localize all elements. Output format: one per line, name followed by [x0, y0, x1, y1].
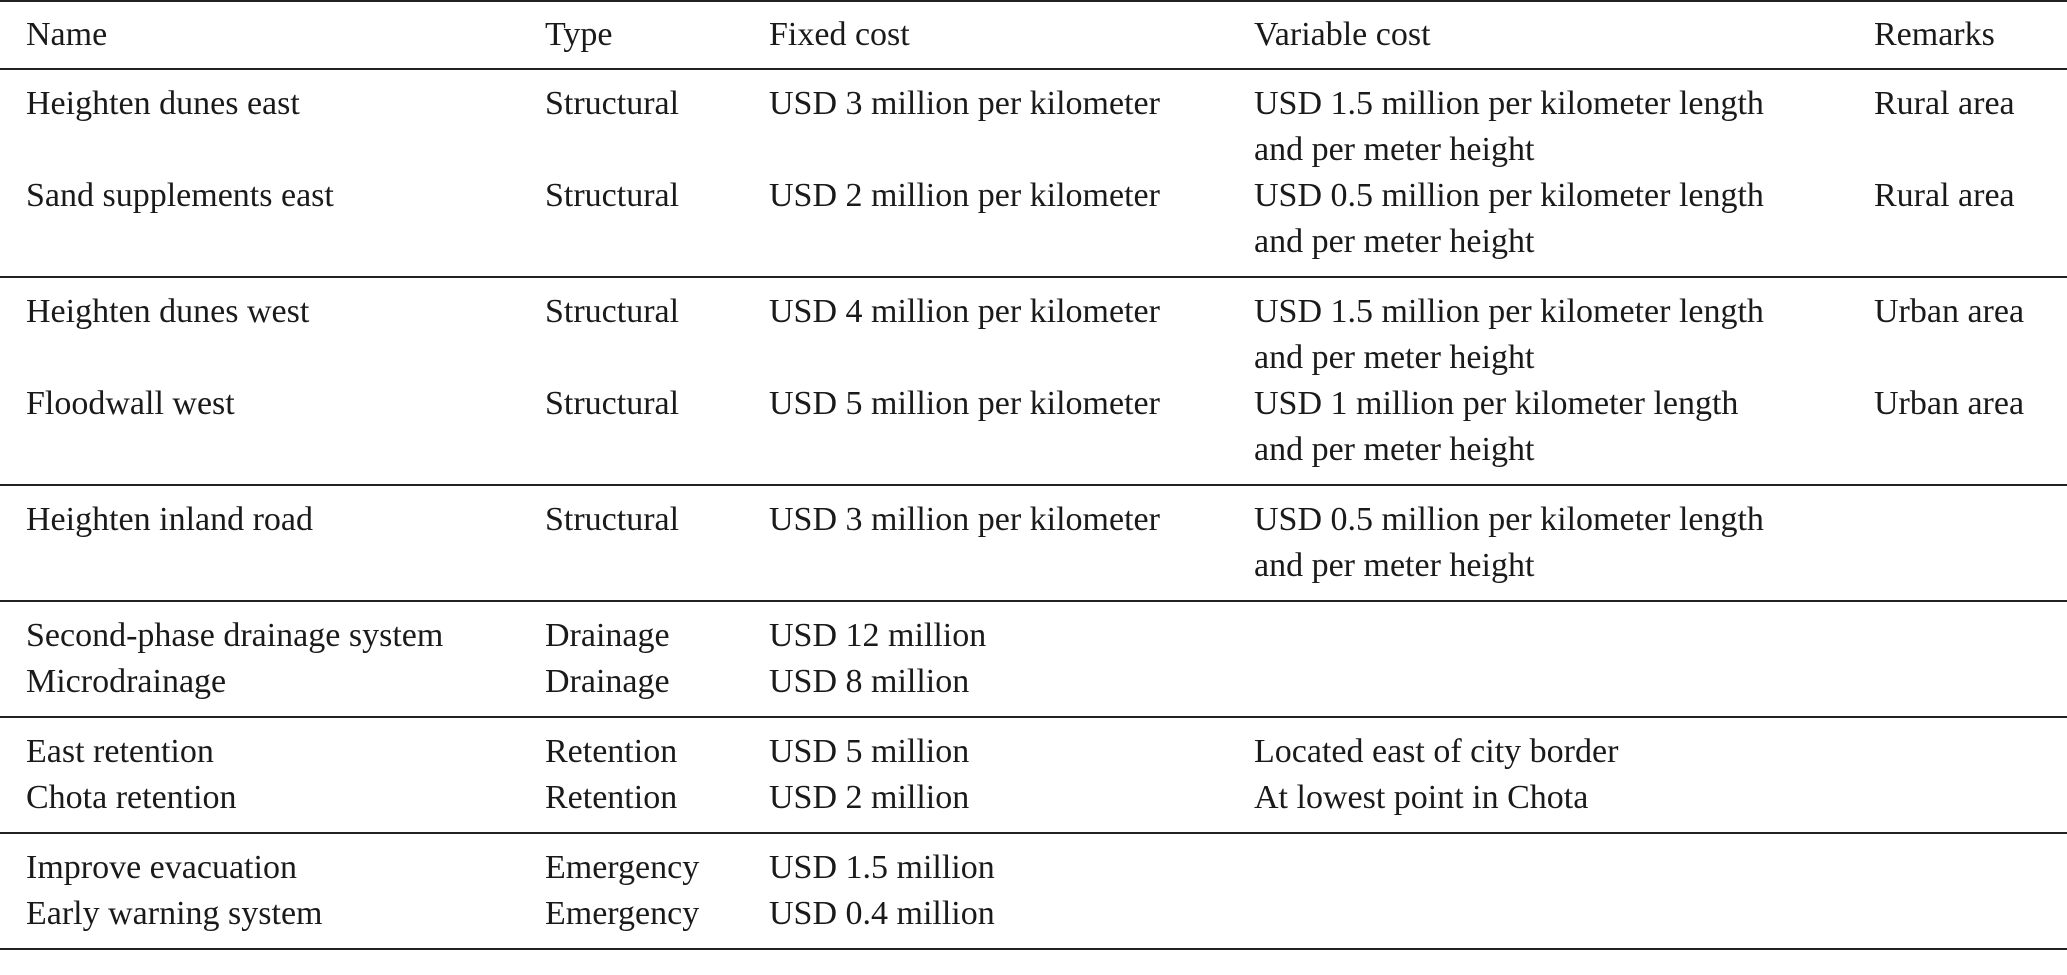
cell-remarks: Rural area [1874, 177, 2015, 214]
cell-type: Drainage [545, 663, 670, 700]
variable-cost-line: USD 0.5 million per kilometer length [1254, 177, 1764, 214]
header-name: Name [26, 16, 108, 53]
header-remarks: Remarks [1874, 16, 1995, 53]
cell-type: Structural [545, 385, 680, 422]
cell-name: Heighten dunes west [26, 293, 310, 330]
table-row [0, 69, 2067, 173]
cell-remarks [1874, 891, 2067, 949]
table-row [0, 833, 2067, 891]
header-type: Type [545, 16, 613, 53]
cell-type: Emergency [545, 895, 700, 932]
variable-cost-line: and per meter height [1254, 431, 1535, 468]
cell-fixed-cost: USD 3 million per kilometer [769, 85, 1160, 122]
table-row [0, 891, 2067, 949]
cell-name: Second-phase drainage system [26, 617, 444, 654]
cell-remarks [1874, 659, 2067, 717]
cell-variable-cost [1254, 659, 1874, 717]
cell-variable-cost [1254, 277, 1874, 381]
table-row [0, 277, 2067, 381]
cell-variable-cost [1254, 381, 1874, 485]
cell-variable-cost [1254, 173, 1874, 277]
table-row [0, 775, 2067, 833]
table-group [0, 485, 2067, 601]
cell-variable-cost [1254, 69, 1874, 173]
cell-remarks: Urban area [1874, 385, 2025, 422]
cell-name: Chota retention [26, 779, 237, 816]
cell-variable-cost [1254, 717, 1874, 775]
table-group [0, 277, 2067, 485]
table-row [0, 381, 2067, 485]
cell-remarks [1874, 601, 2067, 659]
cell-type: Drainage [545, 617, 670, 654]
table-row [0, 659, 2067, 717]
cell-variable-cost [1254, 833, 1874, 891]
cell-variable-cost [1254, 775, 1874, 833]
header-variable-cost: Variable cost [1254, 16, 1431, 53]
cell-fixed-cost: USD 4 million per kilometer [769, 293, 1160, 330]
cell-type: Structural [545, 501, 680, 538]
cell-name: Microdrainage [26, 663, 227, 700]
variable-cost-line: and per meter height [1254, 547, 1535, 584]
cell-remarks [1874, 775, 2067, 833]
table-group [0, 601, 2067, 717]
cell-type: Retention [545, 733, 678, 770]
cell-fixed-cost: USD 5 million per kilometer [769, 385, 1160, 422]
cell-variable-cost [1254, 891, 1874, 949]
table-row [0, 601, 2067, 659]
table-group [0, 833, 2067, 949]
cell-remarks: Urban area [1874, 293, 2025, 330]
table-row [0, 485, 2067, 601]
table-row [0, 173, 2067, 277]
table-group [0, 69, 2067, 277]
cell-variable-cost [1254, 485, 1874, 601]
cell-fixed-cost: USD 12 million [769, 617, 987, 654]
cell-fixed-cost: USD 5 million [769, 733, 970, 770]
variable-cost-line: and per meter height [1254, 339, 1535, 376]
variable-cost-line: USD 1.5 million per kilometer length [1254, 293, 1764, 330]
variable-cost-line: and per meter height [1254, 223, 1535, 260]
header-fixed-cost: Fixed cost [769, 16, 910, 53]
cell-variable-cost [1254, 601, 1874, 659]
cell-name: Heighten dunes east [26, 85, 300, 122]
variable-cost-line: USD 1.5 million per kilometer length [1254, 85, 1764, 122]
cell-remarks [1874, 485, 2067, 601]
cell-type: Structural [545, 293, 680, 330]
table-header [0, 1, 2067, 69]
cell-remarks [1874, 717, 2067, 775]
variable-cost-line: Located east of city border [1254, 733, 1619, 770]
header-row [0, 1, 2067, 69]
cell-fixed-cost: USD 1.5 million [769, 849, 995, 886]
cell-name: Floodwall west [26, 385, 235, 422]
table-row [0, 717, 2067, 775]
variable-cost-line: USD 1 million per kilometer length [1254, 385, 1739, 422]
cell-name: Improve evacuation [26, 849, 297, 886]
cell-name: Early warning system [26, 895, 323, 932]
cell-name: Sand supplements east [26, 177, 334, 214]
cell-fixed-cost: USD 3 million per kilometer [769, 501, 1160, 538]
cell-remarks: Rural area [1874, 85, 2015, 122]
variable-cost-line: At lowest point in Chota [1254, 779, 1589, 816]
cell-fixed-cost: USD 8 million [769, 663, 970, 700]
cell-fixed-cost: USD 0.4 million [769, 895, 995, 932]
variable-cost-line: and per meter height [1254, 131, 1535, 168]
cell-type: Emergency [545, 849, 700, 886]
cell-type: Retention [545, 779, 678, 816]
cell-type: Structural [545, 85, 680, 122]
cell-remarks [1874, 833, 2067, 891]
variable-cost-line: USD 0.5 million per kilometer length [1254, 501, 1764, 538]
cell-type: Structural [545, 177, 680, 214]
table-group [0, 717, 2067, 833]
cell-fixed-cost: USD 2 million [769, 779, 970, 816]
cell-name: East retention [26, 733, 214, 770]
cell-fixed-cost: USD 2 million per kilometer [769, 177, 1160, 214]
cell-name: Heighten inland road [26, 501, 314, 538]
